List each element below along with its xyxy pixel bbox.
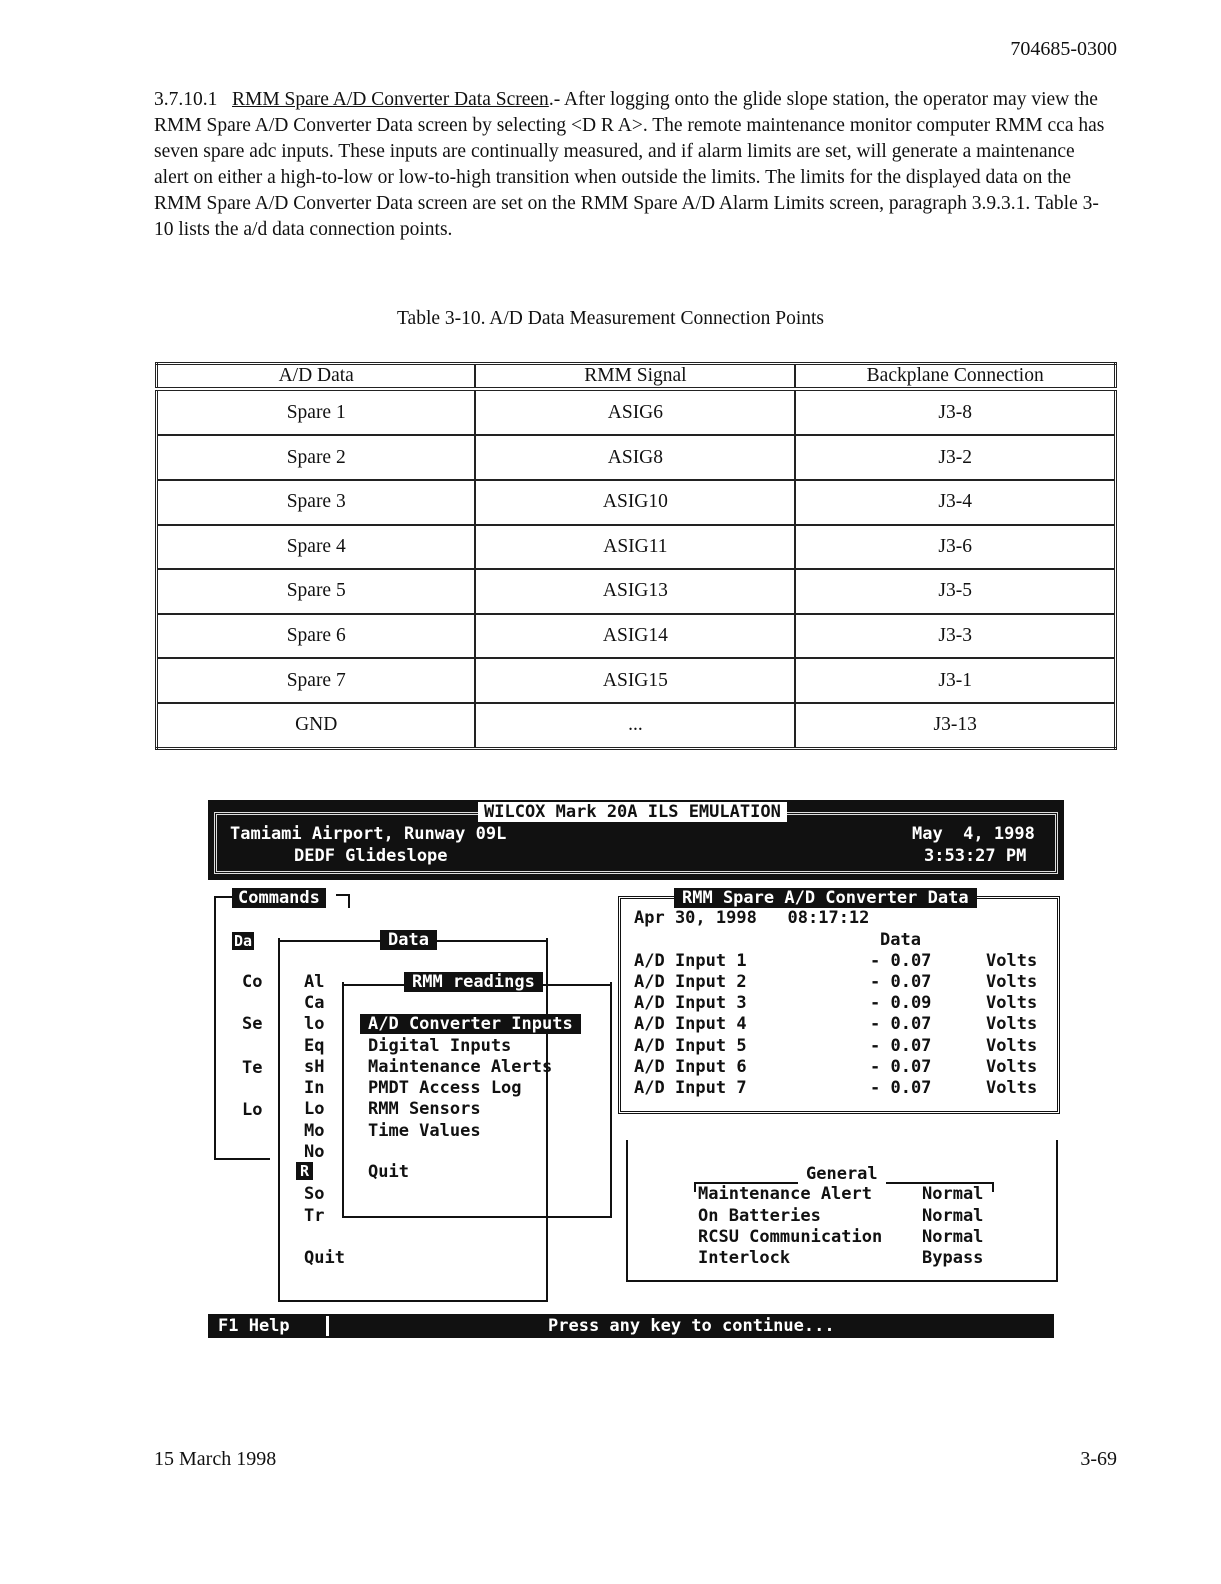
table-cell: Spare 4	[157, 525, 476, 570]
column-header: RMM Signal	[475, 364, 795, 390]
data-menu-item[interactable]: sH	[304, 1057, 325, 1077]
table-cell: ASIG6	[475, 389, 795, 435]
command-item[interactable]: Te	[242, 1058, 263, 1078]
column-header: A/D Data	[157, 364, 476, 390]
spare-ad-data-header: Data	[880, 930, 921, 950]
data-menu-selected[interactable]: R	[296, 1162, 313, 1180]
section-body: .- After logging onto the glide slope station, the operator may view the RMM Spare A/D Converter Data screen by selecting <D R A>. The remote maintenance monitor computer RMM cca has seven spare adc inputs. These inputs are continually measured, and if alarm limits are set, will generate a maintenance alert on either a high-to-low or low-to-high transition when outside the limits. The limits for the displayed data on the RMM Spare A/D Converter Data screen are set on the RMM Spare A/D Alarm Limits screen, paragraph 3.9.3.1. Table 3-10 lists the a/d data connection points.	[154, 89, 1105, 240]
general-label: Maintenance Alert	[698, 1184, 872, 1204]
table-row	[157, 703, 1116, 749]
data-menu-item[interactable]: lo	[304, 1014, 325, 1034]
terminal-screenshot	[208, 800, 1064, 1338]
terminal-title: WILCOX Mark 20A ILS EMULATION	[478, 802, 787, 822]
terminal-header	[208, 800, 1064, 880]
ad-input-label: A/D Input 1	[634, 951, 747, 971]
rmm-menu-item[interactable]: Time Values	[368, 1121, 481, 1141]
table-caption: Table 3-10. A/D Data Measurement Connection Points	[396, 308, 824, 329]
data-menu-item[interactable]: Lo	[304, 1099, 325, 1119]
time-label: 3:53:27 PM	[924, 846, 1027, 866]
ad-input-unit: Volts	[986, 1057, 1038, 1077]
table-cell: ASIG13	[475, 569, 795, 614]
status-message: Press any key to continue...	[548, 1316, 835, 1336]
table-cell: J3-4	[795, 480, 1115, 525]
command-selected[interactable]: Da	[234, 932, 253, 950]
table-row	[157, 614, 1116, 659]
airport-label: Tamiami Airport, Runway 09L	[230, 824, 507, 844]
table-cell: J3-6	[795, 525, 1115, 570]
data-menu-item[interactable]: Ca	[304, 993, 325, 1013]
status-separator	[326, 1316, 329, 1336]
data-menu-quit[interactable]: Quit	[304, 1248, 345, 1268]
data-menu-item[interactable]: No	[304, 1142, 325, 1162]
general-value: Normal	[922, 1206, 984, 1226]
data-menu-item[interactable]: In	[304, 1078, 325, 1098]
general-title: General	[798, 1164, 886, 1184]
status-bar	[208, 1314, 1054, 1338]
data-menu-item[interactable]: Mo	[304, 1121, 325, 1141]
table-cell: Spare 7	[157, 658, 476, 703]
commands-title: Commands	[232, 888, 326, 908]
document-number: 704685-0300	[1010, 38, 1117, 60]
table-cell: ASIG15	[475, 658, 795, 703]
help-key[interactable]: F1 Help	[218, 1316, 290, 1336]
commands-title-notch	[336, 894, 350, 908]
table-row	[157, 525, 1116, 570]
data-menu-item[interactable]: Tr	[304, 1206, 325, 1226]
general-label: RCSU Communication	[698, 1227, 883, 1247]
table-row	[157, 658, 1116, 703]
table-cell: J3-5	[795, 569, 1115, 614]
table-row	[157, 435, 1116, 480]
general-label: Interlock	[698, 1248, 791, 1268]
table-cell: J3-1	[795, 658, 1115, 703]
ad-input-label: A/D Input 6	[634, 1057, 747, 1077]
ad-input-unit: Volts	[986, 1014, 1038, 1034]
connection-points-table	[155, 362, 1117, 750]
table-cell: ASIG14	[475, 614, 795, 659]
table-header-row	[157, 364, 1116, 390]
general-value: Bypass	[922, 1248, 984, 1268]
table-cell: ASIG8	[475, 435, 795, 480]
ad-input-unit: Volts	[986, 1078, 1038, 1098]
rmm-menu-item[interactable]: PMDT Access Log	[368, 1078, 522, 1098]
page-number: 3-69	[1080, 1448, 1117, 1470]
column-header: Backplane Connection	[795, 364, 1115, 390]
section-number: 3.7.10.1	[154, 89, 218, 110]
table-cell: J3-2	[795, 435, 1115, 480]
ad-input-label: A/D Input 7	[634, 1078, 747, 1098]
ad-input-value: - 0.07	[870, 1036, 932, 1056]
table-row	[157, 480, 1116, 525]
table-cell: J3-8	[795, 389, 1115, 435]
date-label: May 4, 1998	[912, 824, 1035, 844]
data-menu-item[interactable]: So	[304, 1184, 325, 1204]
ad-input-value: - 0.07	[870, 1078, 932, 1098]
ad-input-unit: Volts	[986, 972, 1038, 992]
ad-input-value: - 0.07	[870, 951, 932, 971]
ad-input-value: - 0.09	[870, 993, 932, 1013]
ad-input-unit: Volts	[986, 1036, 1038, 1056]
table-cell: Spare 1	[157, 389, 476, 435]
general-panel	[626, 1140, 1058, 1282]
data-menu-title: Data	[380, 930, 437, 950]
table-cell: J3-3	[795, 614, 1115, 659]
table-row	[157, 389, 1116, 435]
command-item[interactable]: Lo	[242, 1100, 263, 1120]
section-paragraph	[154, 87, 1114, 243]
station-label: DEDF Glideslope	[294, 846, 448, 866]
table-cell: J3-13	[795, 703, 1115, 749]
spare-ad-timestamp: Apr 30, 1998 08:17:12	[634, 908, 870, 928]
general-value: Normal	[922, 1227, 984, 1247]
command-item[interactable]: Co	[242, 972, 263, 992]
rmm-menu-item[interactable]: Digital Inputs	[368, 1036, 512, 1056]
general-value: Normal	[922, 1184, 984, 1204]
ad-input-unit: Volts	[986, 951, 1038, 971]
table-cell: Spare 2	[157, 435, 476, 480]
ad-input-value: - 0.07	[870, 1057, 932, 1077]
spare-ad-title: RMM Spare A/D Converter Data	[674, 888, 977, 908]
ad-input-value: - 0.07	[870, 1014, 932, 1034]
general-label: On Batteries	[698, 1206, 821, 1226]
ad-input-label: A/D Input 4	[634, 1014, 747, 1034]
table-cell: GND	[157, 703, 476, 749]
rmm-menu-item[interactable]: RMM Sensors	[368, 1099, 481, 1119]
rmm-menu-title: RMM readings	[404, 972, 543, 992]
section-title: RMM Spare A/D Converter Data Screen	[232, 89, 549, 110]
table-row	[157, 569, 1116, 614]
ad-input-label: A/D Input 5	[634, 1036, 747, 1056]
ad-input-label: A/D Input 3	[634, 993, 747, 1013]
rmm-menu-quit[interactable]: Quit	[368, 1162, 409, 1182]
ad-input-unit: Volts	[986, 993, 1038, 1013]
table-cell: ASIG11	[475, 525, 795, 570]
ad-input-label: A/D Input 2	[634, 972, 747, 992]
table-cell: Spare 3	[157, 480, 476, 525]
rmm-menu-item-selected[interactable]: A/D Converter Inputs	[360, 1014, 581, 1034]
table-cell: Spare 5	[157, 569, 476, 614]
ad-input-value: - 0.07	[870, 972, 932, 992]
rmm-menu-item[interactable]: Maintenance Alerts	[368, 1057, 553, 1077]
table-cell: Spare 6	[157, 614, 476, 659]
data-menu-item[interactable]: Al	[304, 972, 325, 992]
data-menu-item[interactable]: Eq	[304, 1036, 325, 1056]
table-cell: ...	[475, 703, 795, 749]
footer-date: 15 March 1998	[154, 1448, 277, 1470]
command-item[interactable]: Se	[242, 1014, 263, 1034]
table-cell: ASIG10	[475, 480, 795, 525]
